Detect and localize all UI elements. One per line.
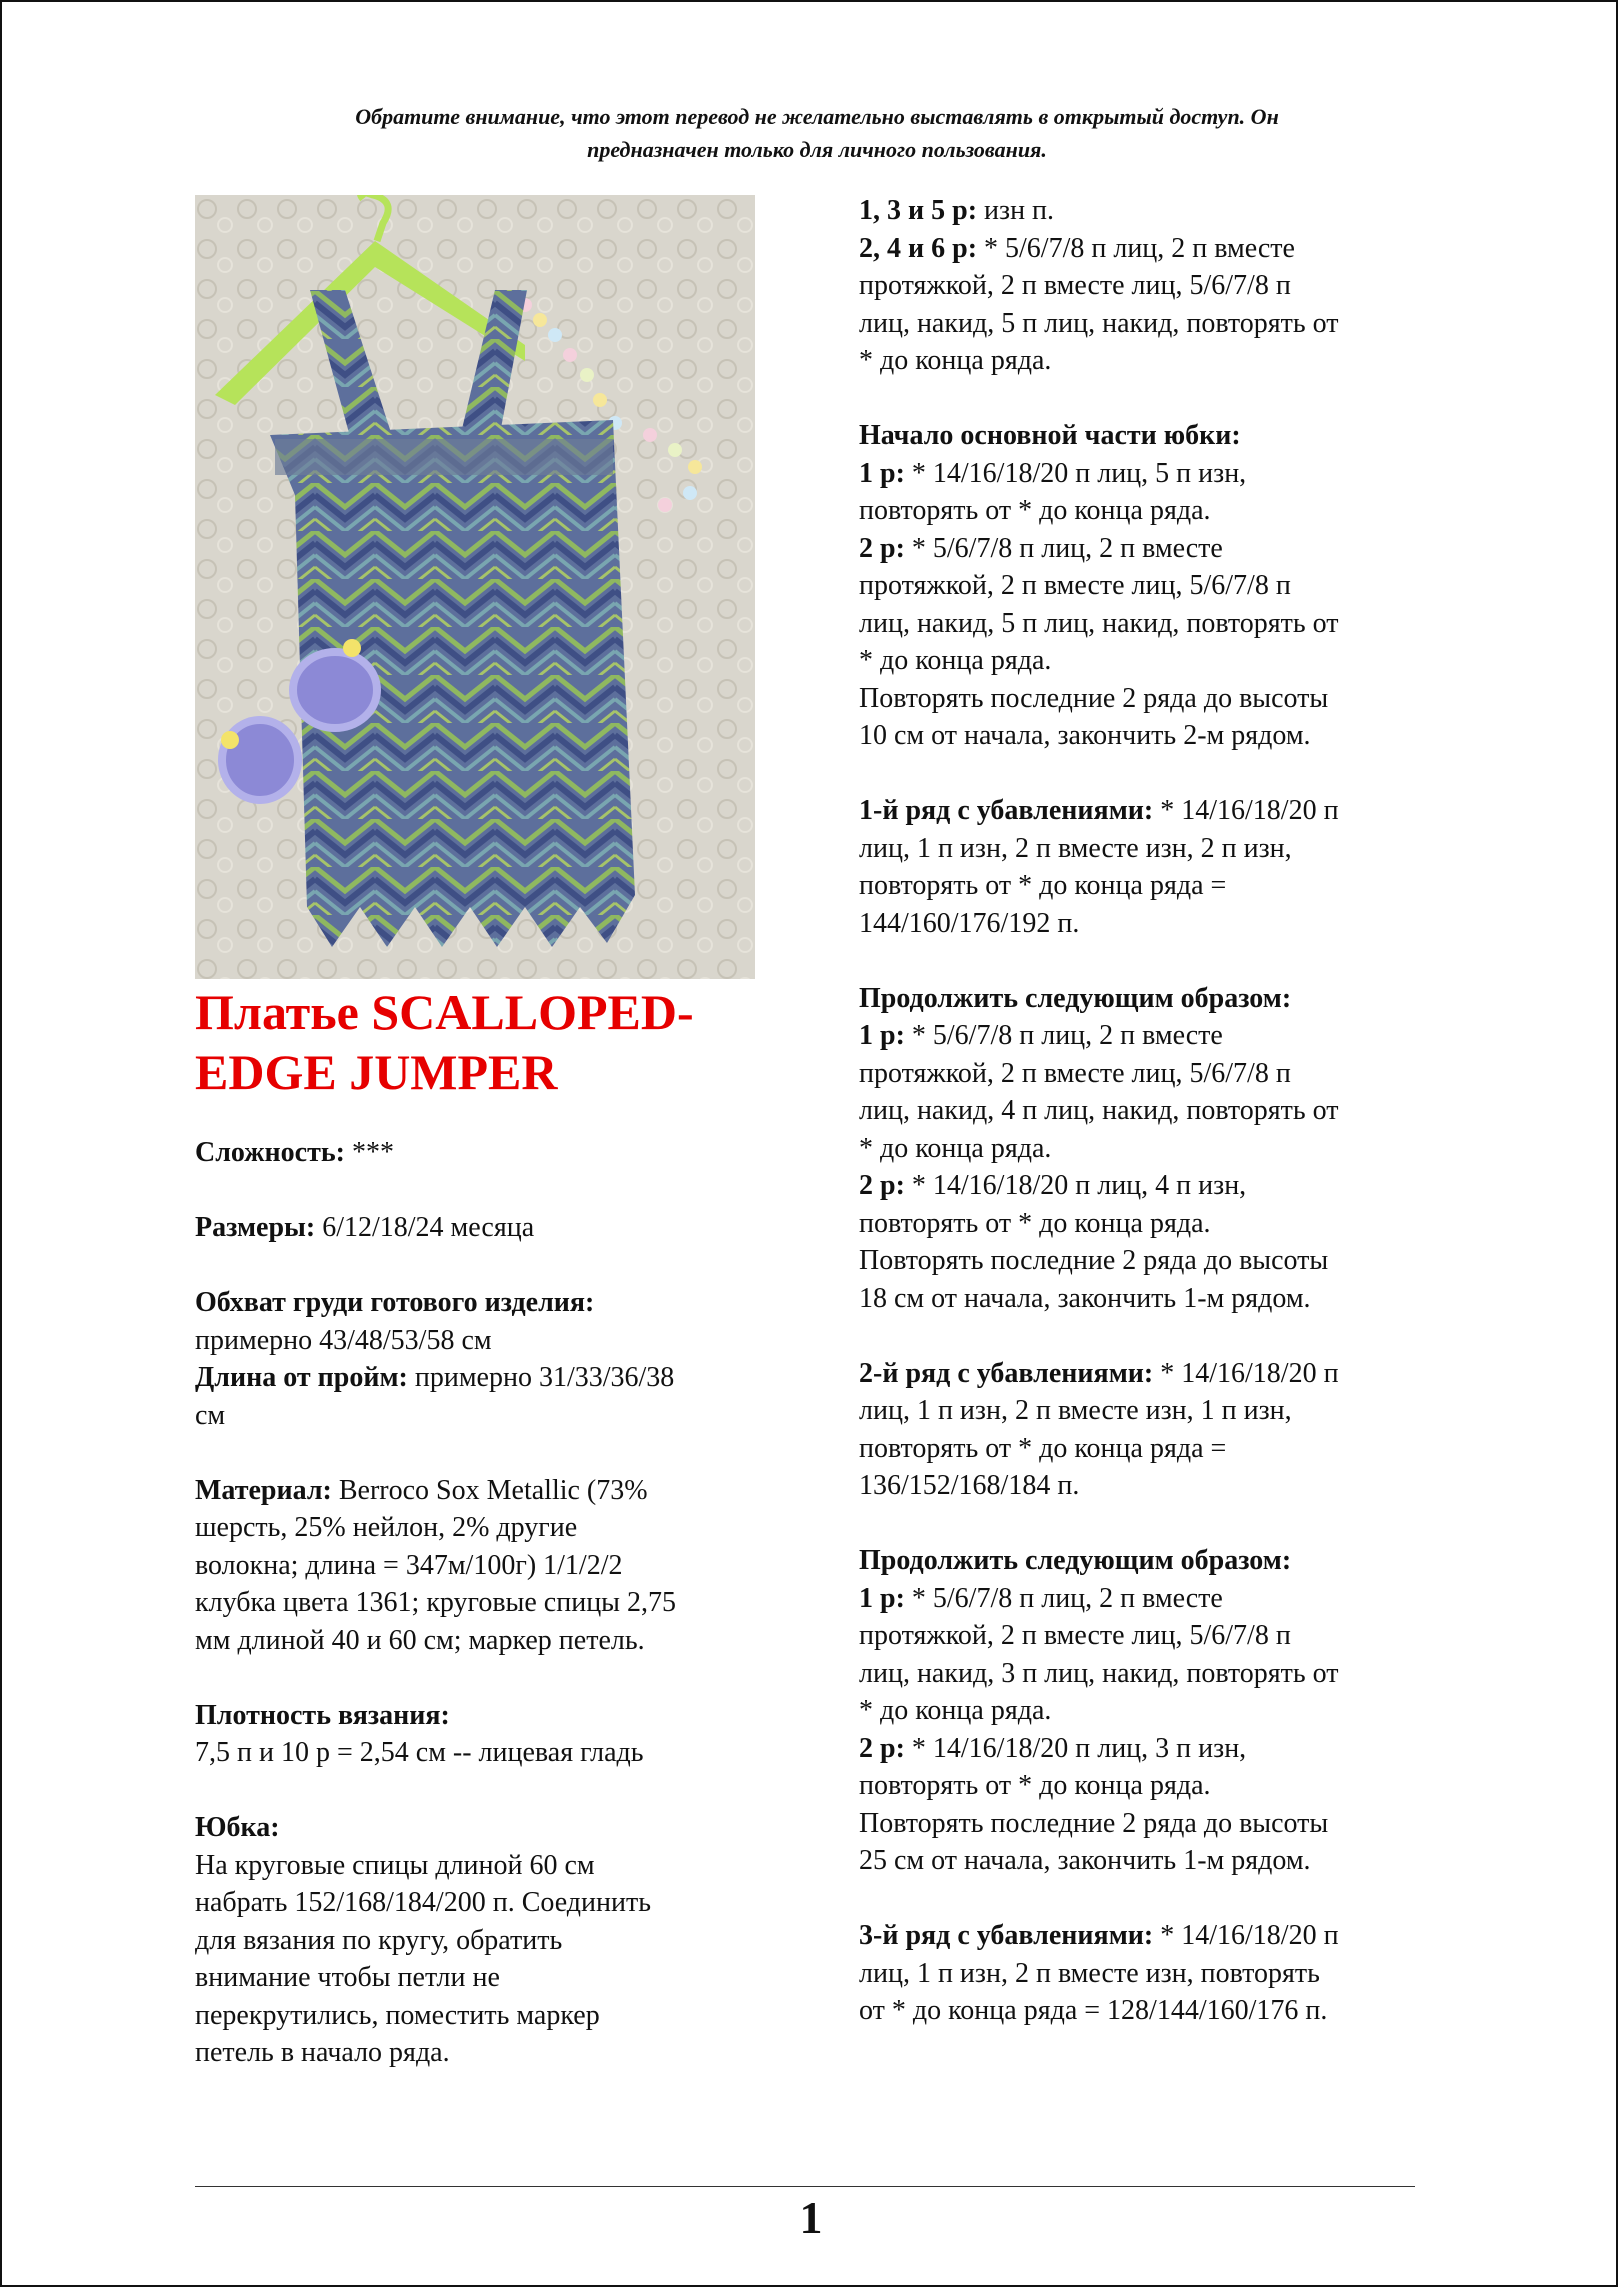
instruction-line: 10 см от начала, закончить 2-м рядом. xyxy=(859,720,1311,751)
instruction-line: повторять от * до конца ряда = xyxy=(859,870,1227,901)
decrease-row-2-label: 2-й ряд с убавлениями: xyxy=(859,1357,1154,1389)
instruction-line: Повторять последние 2 ряда до высоты xyxy=(859,682,1329,714)
skirt-line: внимание чтобы петли не xyxy=(195,1962,500,1993)
difficulty-label: Сложность: xyxy=(195,1137,345,1168)
decrease-row-1-label: 1-й ряд с убавлениями: xyxy=(859,795,1154,826)
instruction-line: повторять от * до конца ряда. xyxy=(859,495,1211,526)
instruction-line: протяжкой, 2 п вместе лиц, 5/6/7/8 п xyxy=(859,1620,1291,1651)
main-skirt-block: Начало основной части юбки: 1 р: * 14/16/18/20 п лиц, 5 п изн, повторять от * до конца ряда. 2 р: * 5/6/7/8 п лиц, 2 п вместе протяжкой, 2 п вместе лиц, 5/6/7/8 п лиц, накид, 5 п лиц, накид, повторять от * до конца ряда. Повторять последние 2 ряда до высоты 10 см от начала, закончить 2-м рядом. xyxy=(859,417,1429,755)
privacy-notice xyxy=(212,100,1422,166)
dress-photo xyxy=(195,195,755,979)
footer-divider xyxy=(195,2186,1415,2187)
instruction-line: лиц, накид, 4 п лиц, накид, повторять от xyxy=(859,1095,1339,1126)
material-label: Материал: xyxy=(195,1474,332,1506)
instruction-line: протяжкой, 2 п вместе лиц, 5/6/7/8 п xyxy=(859,570,1291,601)
instruction-line: повторять от * до конца ряда = xyxy=(859,1432,1227,1464)
instruction-line: Повторять последние 2 ряда до высоты xyxy=(859,1245,1329,1276)
instruction-line: повторять от * до конца ряда. xyxy=(859,1207,1211,1239)
instruction-line: 25 см от начала, закончить 1-м рядом. xyxy=(859,1845,1311,1876)
page-number: 1 xyxy=(799,2192,823,2243)
rows-2-4-6-label: 2, 4 и 6 р: xyxy=(859,232,978,264)
instruction-line: лиц, накид, 5 п лиц, накид, повторять от xyxy=(859,307,1339,339)
instruction-line: протяжкой, 2 п вместе лиц, 5/6/7/8 п xyxy=(859,1057,1291,1089)
rows-1-3-5-label: 1, 3 и 5 р: xyxy=(859,195,978,226)
right-column xyxy=(859,192,1429,2030)
row-label: 2 р: xyxy=(859,1732,905,1764)
skirt-line: набрать 152/168/184/200 п. Соединить xyxy=(195,1887,651,1918)
notice-line: предназначен только для личного пользования. xyxy=(587,137,1047,162)
length-label: Длина от пройм: xyxy=(195,1362,408,1393)
measurements-block xyxy=(195,1284,765,1434)
title-line: Платье SCALLOPED- xyxy=(195,984,694,1040)
decrease-row-3-block: 3-й ряд с убавлениями: * 14/16/18/20 п лиц, 1 п изн, 2 п вместе изн, повторять от * до конца ряда = 128/144/160/176 п. xyxy=(859,1917,1429,2030)
material-line: клубка цвета 1361; круговые спицы 2,75 xyxy=(195,1587,676,1618)
decrease-row-2-block: 2-й ряд с убавлениями: * 14/16/18/20 п лиц, 1 п изн, 2 п вместе изн, 1 п изн, повторять от * до конца ряда = 136/152/168/184 п. xyxy=(859,1355,1429,1505)
continue-block-1: Продолжить следующим образом: 1 р: * 5/6/7/8 п лиц, 2 п вместе протяжкой, 2 п вместе лиц, 5/6/7/8 п лиц, накид, 4 п лиц, накид, повторять от * до конца ряда. 2 р: * 14/16/18/20 п лиц, 4 п изн, повторять от * до конца ряда. Повторять последние 2 ряда до высоты 18 см от начала, закончить 1-м рядом. xyxy=(859,980,1429,1318)
rows-1-3-5-block: 1, 3 и 5 р: изн п. 2, 4 и 6 р: * 5/6/7/8 п лиц, 2 п вместе протяжкой, 2 п вместе лиц, 5/6/7/8 п лиц, накид, 5 п лиц, накид, повторять от * до конца ряда. xyxy=(859,192,1429,380)
instruction-line: от * до конца ряда = 128/144/160/176 п. xyxy=(859,1995,1328,2026)
instruction-line: лиц, 1 п изн, 2 п вместе изн, повторять xyxy=(859,1957,1320,1989)
notice-line: Обратите внимание, что этот перевод не желательно выставлять в открытый доступ. Он xyxy=(355,104,1279,129)
gauge-value: 7,5 п и 10 р = 2,54 см -- лицевая гладь xyxy=(195,1737,644,1768)
instruction-line: 18 см от начала, закончить 1-м рядом. xyxy=(859,1282,1311,1314)
instruction-line: повторять от * до конца ряда. xyxy=(859,1770,1211,1801)
decrease-row-1-block: 1-й ряд с убавлениями: * 14/16/18/20 п лиц, 1 п изн, 2 п вместе изн, 2 п изн, повторять от * до конца ряда = 144/160/176/192 п. xyxy=(859,792,1429,942)
skirt-heading: Юбка: xyxy=(195,1812,280,1843)
instruction-line: лиц, 1 п изн, 2 п вместе изн, 1 п изн, xyxy=(859,1395,1292,1426)
title-line: EDGE JUMPER xyxy=(195,1044,558,1100)
decrease-row-3-label: 3-й ряд с убавлениями: xyxy=(859,1920,1154,1951)
skirt-line: перекрутились, поместить маркер xyxy=(195,1999,600,2031)
row-label: 1 р: xyxy=(859,1020,905,1051)
continue-block-2: Продолжить следующим образом: 1 р: * 5/6/7/8 п лиц, 2 п вместе протяжкой, 2 п вместе лиц, 5/6/7/8 п лиц, накид, 3 п лиц, накид, повторять от * до конца ряда. 2 р: * 14/16/18/20 п лиц, 3 п изн, повторять от * до конца ряда. Повторять последние 2 ряда до высоты 25 см от начала, закончить 1-м рядом. xyxy=(859,1542,1429,1880)
skirt-line: для вязания по кругу, обратить xyxy=(195,1924,563,1956)
instruction-line: Повторять последние 2 ряда до высоты xyxy=(859,1807,1329,1839)
skirt-line: На круговые спицы длиной 60 см xyxy=(195,1849,595,1881)
row-label: 2 р: xyxy=(859,532,905,564)
instruction-line: 144/160/176/192 п. xyxy=(859,907,1080,939)
left-column xyxy=(195,982,765,2072)
length-line: Длина от пройм: примерно 31/33/36/38 xyxy=(195,1362,675,1393)
difficulty-value: *** xyxy=(344,1137,394,1168)
row-label: 2 р: xyxy=(859,1170,905,1201)
skirt-block xyxy=(195,1809,765,2072)
instruction-line: лиц, 1 п изн, 2 п вместе изн, 2 п изн, xyxy=(859,832,1292,864)
material-line: мм длиной 40 и 60 см; маркер петель. xyxy=(195,1624,645,1656)
chest-label: Обхват груди готового изделия: xyxy=(195,1287,595,1318)
chest-value: примерно 43/48/53/58 см xyxy=(195,1324,492,1356)
sizes-block xyxy=(195,1209,765,1247)
main-skirt-heading: Начало основной части юбки: xyxy=(859,420,1241,451)
continue-heading: Продолжить следующим образом: xyxy=(859,982,1292,1014)
continue-heading: Продолжить следующим образом: xyxy=(859,1545,1292,1576)
row-label: 1 р: xyxy=(859,1582,905,1614)
material-line: шерсть, 25% нейлон, 2% другие xyxy=(195,1512,578,1543)
instruction-line: лиц, накид, 5 п лиц, накид, повторять от xyxy=(859,607,1339,639)
sizes-label: Размеры: xyxy=(195,1212,316,1243)
instruction-line: 136/152/168/184 п. xyxy=(859,1470,1080,1501)
material-block: Материал: Berroco Sox Metallic (73% шерсть, 25% нейлон, 2% другие волокна; длина = 347м/100г) 1/1/2/2 клубка цвета 1361; круговые спицы 2,75 мм длиной 40 и 60 см; маркер петель. xyxy=(195,1472,765,1660)
difficulty-block xyxy=(195,1134,765,1172)
instruction-line: лиц, накид, 3 п лиц, накид, повторять от xyxy=(859,1657,1339,1689)
length-line: см xyxy=(195,1399,226,1431)
instruction-line: * до конца ряда. xyxy=(859,1695,1052,1726)
pattern-title xyxy=(195,982,765,1102)
instruction-line: протяжкой, 2 п вместе лиц, 5/6/7/8 п xyxy=(859,270,1291,301)
row-label: 1 р: xyxy=(859,457,905,489)
instruction-line: * до конца ряда. xyxy=(859,345,1052,376)
sizes-value: 6/12/18/24 месяца xyxy=(315,1212,535,1243)
instruction-line: * до конца ряда. xyxy=(859,1132,1052,1164)
gauge-block xyxy=(195,1697,765,1772)
instruction-line: * до конца ряда. xyxy=(859,645,1052,676)
gauge-label: Плотность вязания: xyxy=(195,1699,450,1731)
material-line: волокна; длина = 347м/100г) 1/1/2/2 xyxy=(195,1549,623,1581)
skirt-line: петель в начало ряда. xyxy=(195,2037,450,2068)
